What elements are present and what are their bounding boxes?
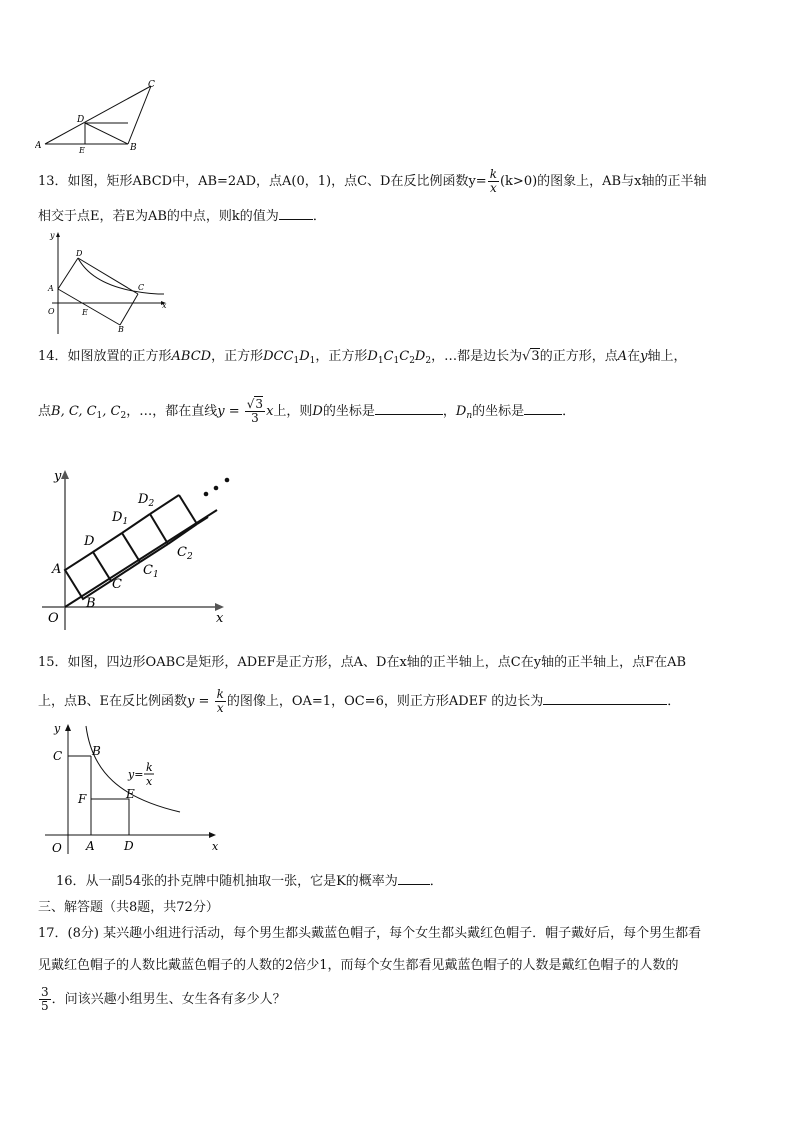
- question-13-line-2: [38, 207, 326, 227]
- q13-text-a: 13．如图，矩形ABCD中，AB=2AD，点A(0，1)，点C、D在反比例函数y=: [38, 174, 487, 189]
- label-b: B: [130, 143, 137, 153]
- q13-frac-num: k: [489, 167, 497, 181]
- q14-text-k: 的坐标是: [322, 404, 375, 419]
- q14-text-g: 轴上，: [647, 349, 687, 364]
- q15-text-c: 的图像上，OA=1，OC=6，则正方形ADEF 的边长为: [226, 694, 544, 709]
- question-14-line-1: [38, 347, 686, 371]
- q14-label-c1: $C_1$: [143, 563, 159, 580]
- q15-answer-blank[interactable]: [543, 692, 667, 705]
- q14-label-c: C: [112, 577, 122, 592]
- q14-figure: [40, 462, 240, 632]
- q14-points: B, C, C: [51, 404, 97, 419]
- q14-text-b: ，正方形: [211, 349, 264, 364]
- section-heading: [38, 898, 219, 918]
- q15-label-d: D: [124, 839, 134, 853]
- q14-sq3-a: D: [367, 349, 378, 364]
- q14-text-f: 在: [627, 349, 641, 364]
- q15-label-y: y: [54, 722, 61, 735]
- q17-fraction: [39, 986, 51, 1013]
- q15-text-a: 15．如图，四边形OABC是矩形，ADEF是正方形，点A、D在x轴的正半轴上，点C在y轴的正半轴上，点F在AB: [38, 655, 687, 670]
- q13-label-y: y: [50, 231, 55, 240]
- q13-fraction: [488, 168, 499, 195]
- q15-label-e: E: [126, 787, 135, 801]
- q14-text-m: 的坐标是: [472, 404, 525, 419]
- q14-sq3-s3: 2: [409, 356, 415, 366]
- q14-label-y: y: [54, 469, 62, 484]
- q15-label-b: B: [92, 744, 101, 758]
- q14-sq3-s1: 1: [377, 356, 384, 366]
- q15-fraction: [215, 688, 226, 715]
- label-c: C: [148, 80, 155, 90]
- q14-label-d: D: [84, 534, 95, 549]
- q14-eq-num: 3: [255, 397, 264, 411]
- q14-y: y: [640, 349, 648, 364]
- q14-label-x: x: [216, 611, 224, 626]
- q15-eq-label-y: y=: [128, 768, 144, 781]
- triangle-figure: [35, 78, 165, 154]
- q13-text-d: ．: [312, 209, 326, 224]
- section3-title: 三、解答题（共8题，共72分）: [38, 900, 219, 915]
- q17-frac-num: 3: [41, 985, 49, 999]
- q14-points-b: , C: [102, 404, 121, 419]
- q14-eq-fraction: [245, 398, 265, 425]
- q14-point-d: D: [312, 404, 323, 419]
- q13-text-c: 相交于点E，若E为AB的中点，则k的值为: [38, 209, 279, 224]
- question-14-line-2: [38, 398, 575, 426]
- q15-text-b: 上，点B、E在反比例函数: [38, 694, 188, 709]
- q14-sq3-c: C: [399, 349, 410, 364]
- q14-sq3-s2: 1: [393, 356, 400, 366]
- sqrt-symbol: √: [246, 397, 255, 411]
- q13-label-e: E: [82, 308, 88, 317]
- q15-eq-label-x: x: [146, 775, 153, 788]
- q14-pts-s2: 2: [120, 411, 127, 421]
- q13-text-b: (k>0)的图象上，AB与x轴的正半轴: [499, 174, 707, 189]
- q17-text-b: 见戴红色帽子的人数比戴蓝色帽子的人数的2倍少1，而每个女生都看见戴蓝色帽子的人数是戴红色帽子的人数的: [38, 958, 679, 973]
- q13-label-b: B: [118, 325, 124, 334]
- q17-text-a: 17．(8分) 某兴趣小组进行活动，每个男生都头戴蓝色帽子，每个女生都头戴红色帽子．帽子戴好后，每个男生都看: [38, 926, 702, 941]
- q14-answer-blank-2[interactable]: [524, 402, 562, 415]
- label-a: A: [35, 141, 42, 151]
- q15-eq-label-k: k: [146, 761, 153, 774]
- q15-text-d: ．: [667, 694, 681, 709]
- q17-text-c: ．问该兴趣小组男生、女生各有多少人？: [51, 992, 286, 1007]
- q14-eq-y: y: [217, 404, 225, 419]
- question-15-line-1: [38, 653, 686, 673]
- q14-sq2-sub1: 1: [293, 356, 300, 366]
- q14-dn-sub: n: [466, 411, 473, 421]
- label-e: E: [79, 146, 85, 154]
- question-15-line-2: [38, 688, 680, 715]
- q13-label-d: D: [76, 249, 83, 258]
- q14-sq3-b: C: [383, 349, 394, 364]
- q14-pts-s1: 1: [96, 411, 103, 421]
- q16-answer-blank[interactable]: [398, 872, 430, 885]
- sqrt-symbol: √: [522, 349, 531, 364]
- q14-text-l: ，: [442, 404, 456, 419]
- question-13-line-1: [38, 168, 706, 195]
- q15-figure: [40, 722, 230, 858]
- q14-text-j: 上，则: [273, 404, 313, 419]
- q14-text-d: ，…都是边长为: [431, 349, 523, 364]
- q13-frac-den: x: [489, 181, 497, 195]
- q14-sq2-sub2: 1: [309, 356, 316, 366]
- q14-sq2-d: D: [299, 349, 310, 364]
- q14-label-b: B: [86, 596, 96, 611]
- q17-frac-den: 5: [41, 999, 49, 1013]
- q14-eq-eq: =: [224, 404, 244, 419]
- q14-dn: D: [455, 404, 467, 419]
- q14-text-n: ．: [562, 404, 576, 419]
- question-17-line-1: [38, 924, 701, 944]
- label-d: D: [77, 115, 85, 125]
- q15-label-o: O: [52, 841, 62, 855]
- q15-frac-den: x: [216, 701, 224, 715]
- q14-label-o: O: [48, 611, 59, 626]
- q14-label-c2: $C_2$: [177, 545, 193, 562]
- q13-figure: [40, 228, 170, 336]
- q13-label-x: x: [162, 301, 167, 310]
- q14-abcd: ABCD: [171, 349, 212, 364]
- question-17-line-2: [38, 956, 679, 976]
- question-17-line-3: [38, 986, 286, 1013]
- q14-point-a: A: [617, 349, 628, 364]
- q15-label-x: x: [212, 840, 219, 853]
- q14-text-h: 点: [38, 404, 52, 419]
- q15-label-c: C: [53, 749, 63, 763]
- q16-text-a: 16．从一副54张的扑克牌中随机抽取一张，它是K的概率为: [56, 874, 398, 889]
- q14-text-i: ，…，都在直线: [126, 404, 218, 419]
- q14-sq3-d: D: [414, 349, 426, 364]
- q14-answer-blank-1[interactable]: [375, 402, 443, 415]
- q13-label-o: O: [48, 307, 55, 316]
- q13-answer-blank[interactable]: [279, 207, 313, 220]
- q14-label-a: A: [52, 562, 62, 577]
- question-16: [56, 872, 443, 892]
- q14-text-c: ，正方形: [315, 349, 368, 364]
- q14-text-e: 的正方形，点: [539, 349, 618, 364]
- q14-eq-den: 3: [251, 411, 259, 425]
- q14-label-d2: $D_2$: [138, 492, 155, 509]
- q14-sq2: DCC: [263, 349, 294, 364]
- q15-eq-eq: =: [194, 694, 214, 709]
- q15-eq-y: y: [187, 694, 195, 709]
- q13-label-c: C: [138, 283, 145, 292]
- q14-root: 3: [531, 349, 540, 364]
- q15-frac-num: k: [216, 687, 224, 701]
- q14-sq3-s4: 2: [425, 356, 432, 366]
- q15-label-f: F: [78, 792, 87, 806]
- q14-label-d1: $D_1$: [112, 510, 129, 527]
- q16-text-b: ．: [429, 874, 443, 889]
- q15-label-a: A: [86, 839, 95, 853]
- q13-label-a: A: [48, 284, 54, 293]
- q14-text-a: 14．如图放置的正方形: [38, 349, 172, 364]
- q14-eq-x: x: [266, 404, 274, 419]
